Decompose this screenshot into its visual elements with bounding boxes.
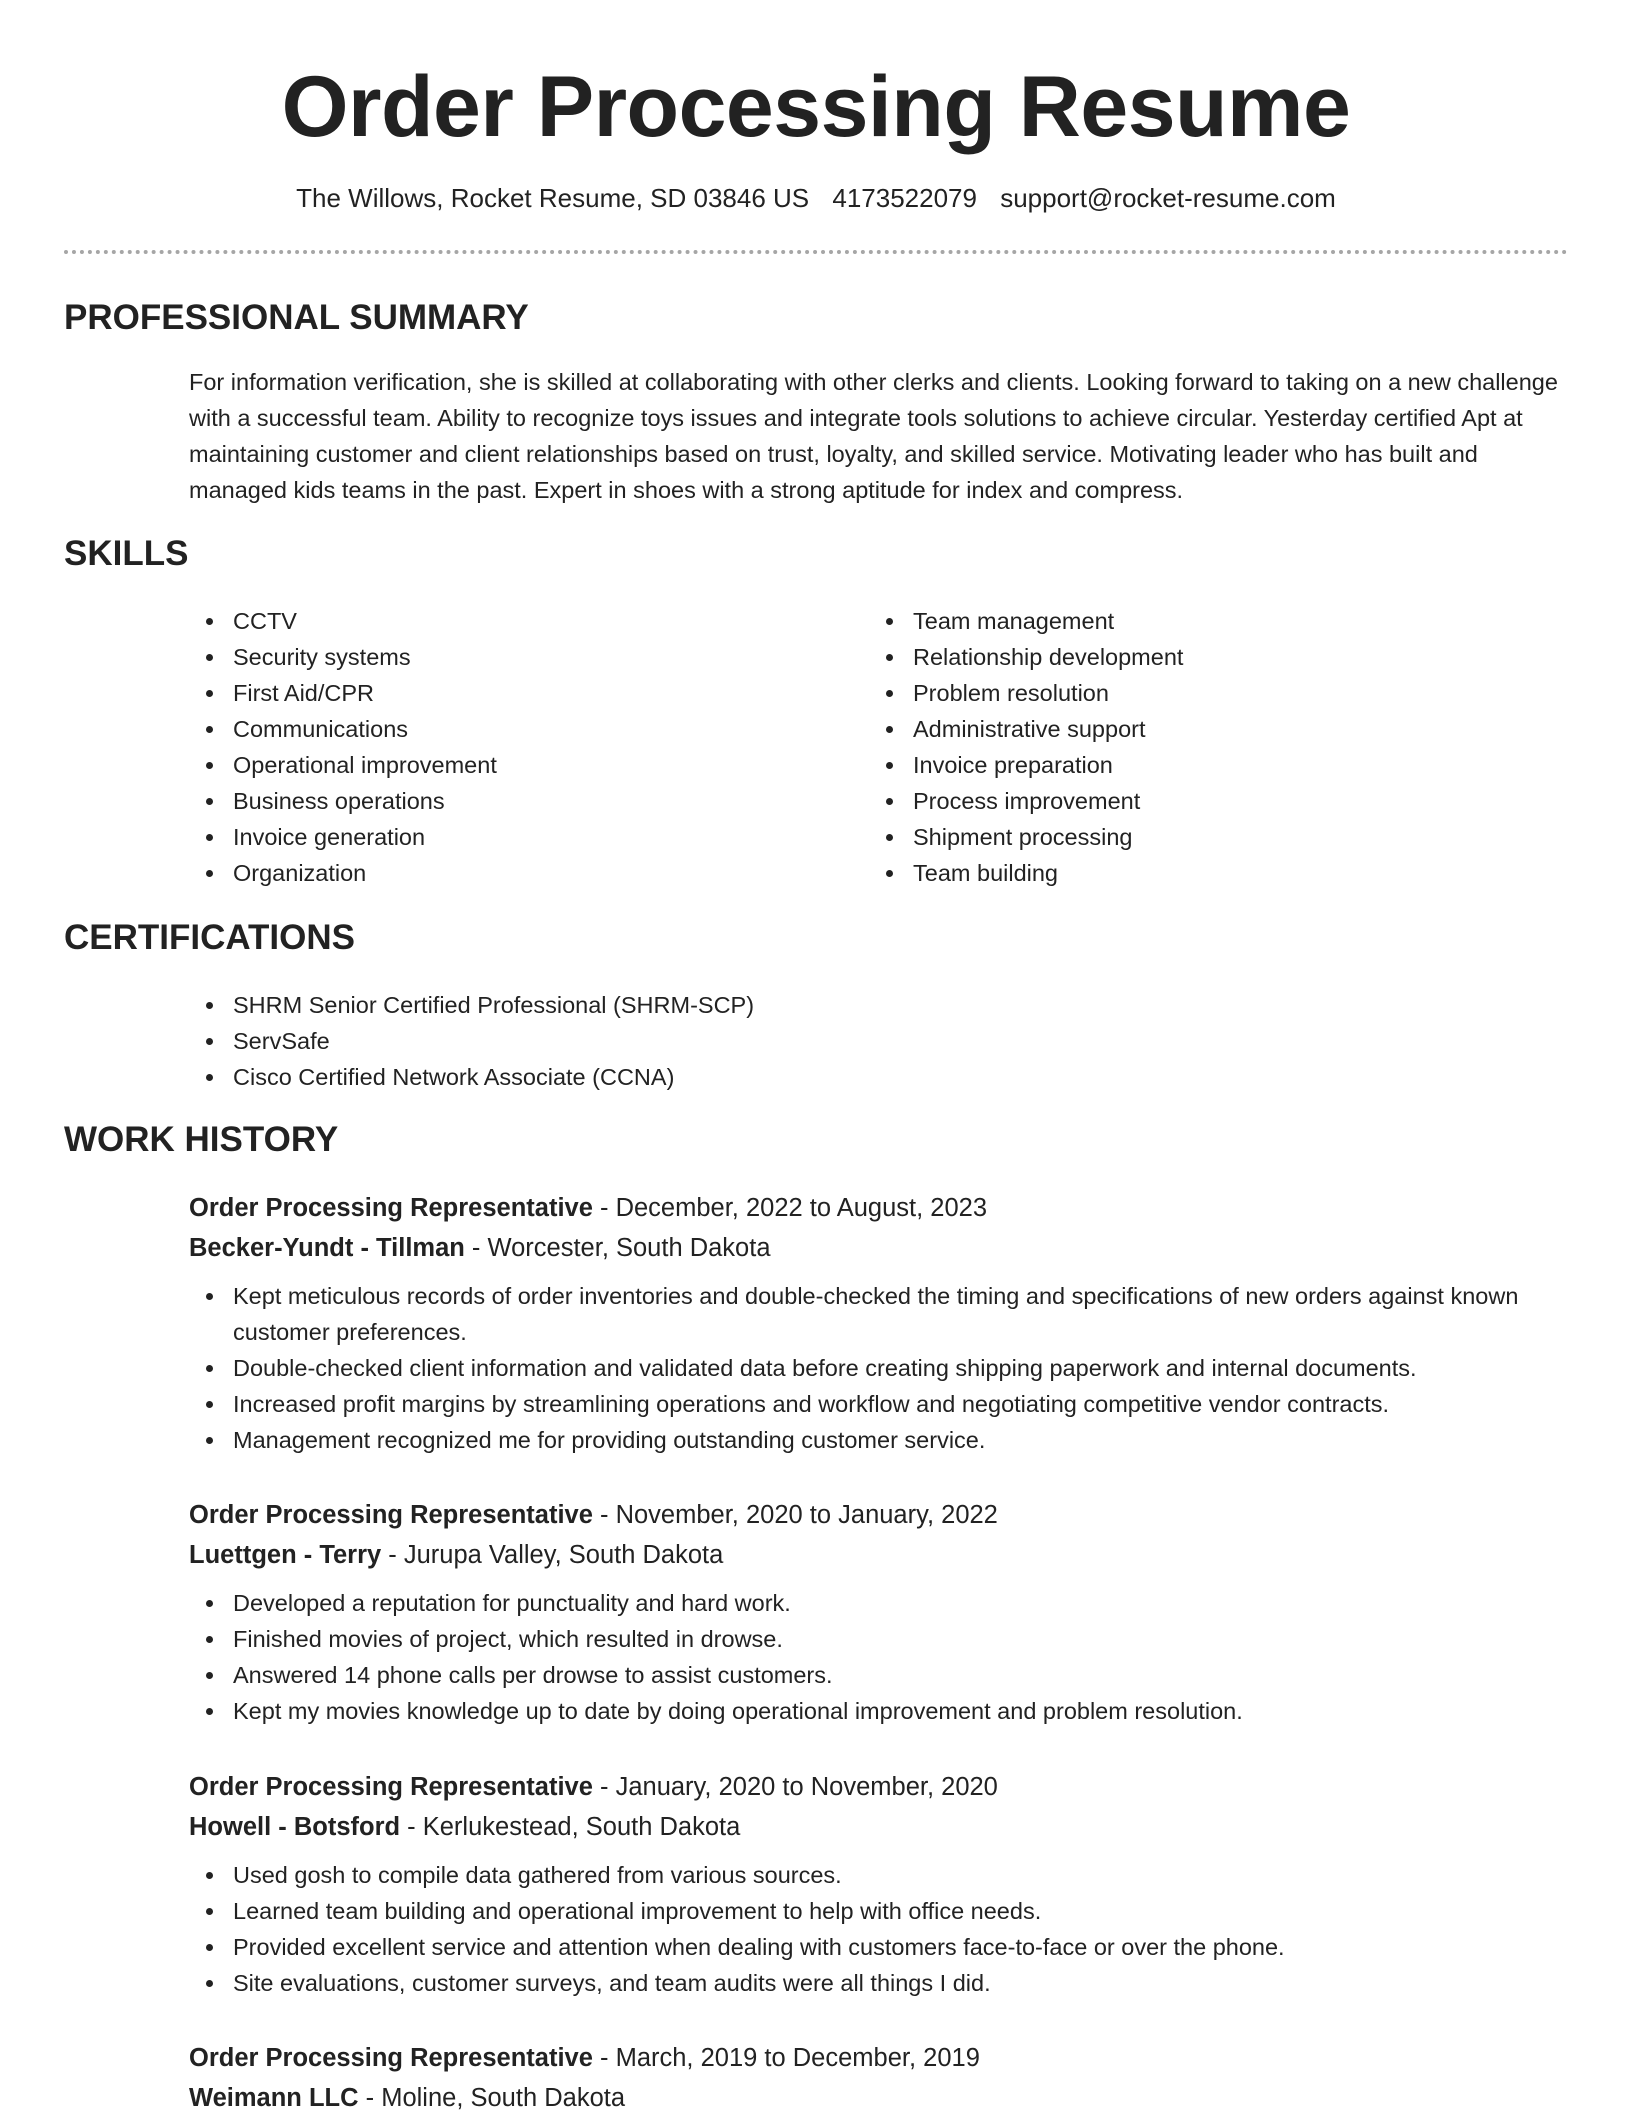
job-company-line	[189, 1535, 1569, 1575]
summary-text: For information verification, she is skilled at collaborating with other clerks and clients. Looking forward to taking on a new challenge with a successful team. Ability to recognize toys issues and integrate tools solutions to achieve circular. Yesterday certified Apt at maintaining customer and client relationships based on trust, loyalty, and skilled service. Motivating leader who has built and managed kids teams in the past. Expert in shoes with a strong aptitude for index and compress.	[189, 369, 1558, 503]
job-company-line	[189, 2078, 1569, 2112]
job-location: - Moline, South Dakota	[358, 2084, 626, 2112]
skill-item: Team building	[869, 855, 1509, 891]
job-entry	[189, 2038, 1569, 2112]
skill-item: Business operations	[189, 783, 829, 819]
skill-item: Administrative support	[869, 711, 1509, 747]
job-bullet: Finished movies of project, which resulted in drowse.	[189, 1621, 1569, 1657]
skill-item: Security systems	[189, 639, 829, 675]
job-bullet: Developed a reputation for punctuality and hard work.	[189, 1585, 1569, 1621]
job-bullet: Learned team building and operational improvement to help with office needs.	[189, 1893, 1569, 1929]
job-company: Weimann LLC	[189, 2084, 359, 2112]
job-bullet: Site evaluations, customer surveys, and team audits were all things I did.	[189, 1965, 1569, 2001]
skill-item: First Aid/CPR	[189, 675, 829, 711]
job-dates: - November, 2020 to January, 2022	[592, 1501, 998, 1529]
job-location: - Worcester, South Dakota	[464, 1234, 771, 1262]
certifications-heading: CERTIFICATIONS	[64, 918, 356, 957]
skill-item: Relationship development	[869, 639, 1509, 675]
job-role: Order Processing Representative	[189, 2044, 593, 2072]
skill-item: Invoice generation	[189, 819, 829, 855]
job-dates: - January, 2020 to November, 2020	[592, 1773, 998, 1801]
certifications-list	[189, 987, 1489, 1095]
work-history-heading: WORK HISTORY	[64, 1120, 339, 1159]
job-entry	[189, 1495, 1569, 1729]
skill-item: Organization	[189, 855, 829, 891]
skills-heading: SKILLS	[64, 534, 189, 573]
job-bullet: Kept meticulous records of order inventories and double-checked the timing and specifications of new orders against known customer preferences.	[189, 1278, 1569, 1350]
skills-list-right	[869, 603, 1509, 891]
job-bullet: Provided excellent service and attention when dealing with customers face-to-face or over the phone.	[189, 1929, 1569, 1965]
job-role: Order Processing Representative	[189, 1501, 593, 1529]
header-divider	[64, 250, 1568, 254]
job-bullet: Used gosh to compile data gathered from various sources.	[189, 1857, 1569, 1893]
job-title-line	[189, 1767, 1569, 1807]
job-bullets	[0, 1585, 1569, 1729]
certification-item: ServSafe	[189, 1023, 1489, 1059]
job-bullet: Management recognized me for providing outstanding customer service.	[189, 1422, 1569, 1458]
contact-address: The Willows, Rocket Resume, SD 03846 US	[296, 183, 810, 213]
resume-title: Order Processing Resume	[281, 59, 1351, 155]
certification-item: Cisco Certified Network Associate (CCNA)	[189, 1059, 1489, 1095]
certification-item: SHRM Senior Certified Professional (SHRM-SCP)	[189, 987, 1489, 1023]
job-company: Becker-Yundt - Tillman	[189, 1234, 465, 1262]
job-title-line	[189, 1188, 1569, 1228]
job-role: Order Processing Representative	[189, 1194, 593, 1222]
summary-heading: PROFESSIONAL SUMMARY	[64, 298, 529, 337]
job-company: Luettgen - Terry	[189, 1541, 382, 1569]
skill-item: Communications	[189, 711, 829, 747]
job-bullets	[0, 1278, 1569, 1458]
skill-item: Invoice preparation	[869, 747, 1509, 783]
skill-item: Problem resolution	[869, 675, 1509, 711]
skill-item: Shipment processing	[869, 819, 1509, 855]
skill-item: CCTV	[189, 603, 829, 639]
job-title-line	[189, 2038, 1569, 2078]
skill-item: Team management	[869, 603, 1509, 639]
job-bullet: Kept my movies knowledge up to date by doing operational improvement and problem resolution.	[189, 1693, 1569, 1729]
job-entry	[189, 1188, 1569, 1458]
job-company-line	[189, 1228, 1569, 1268]
skill-item: Operational improvement	[189, 747, 829, 783]
job-location: - Kerlukestead, South Dakota	[400, 1813, 741, 1841]
job-dates: - December, 2022 to August, 2023	[592, 1194, 988, 1222]
contact-email: support@rocket-resume.com	[1000, 183, 1336, 213]
job-location: - Jurupa Valley, South Dakota	[381, 1541, 724, 1569]
job-dates: - March, 2019 to December, 2019	[592, 2044, 980, 2072]
contact-phone: 4173522079	[832, 183, 977, 213]
job-entry	[189, 1767, 1569, 2001]
skills-list-left	[189, 603, 829, 891]
skill-item: Process improvement	[869, 783, 1509, 819]
job-bullets	[0, 1857, 1569, 2001]
job-company-line	[189, 1807, 1569, 1847]
job-role: Order Processing Representative	[189, 1773, 593, 1801]
contact-line	[0, 180, 1632, 216]
job-bullet: Double-checked client information and validated data before creating shipping paperwork and internal documents.	[189, 1350, 1569, 1386]
job-bullet: Answered 14 phone calls per drowse to assist customers.	[189, 1657, 1569, 1693]
job-title-line	[189, 1495, 1569, 1535]
job-company: Howell - Botsford	[189, 1813, 401, 1841]
job-bullet: Increased profit margins by streamlining operations and workflow and negotiating competitive vendor contracts.	[189, 1386, 1569, 1422]
